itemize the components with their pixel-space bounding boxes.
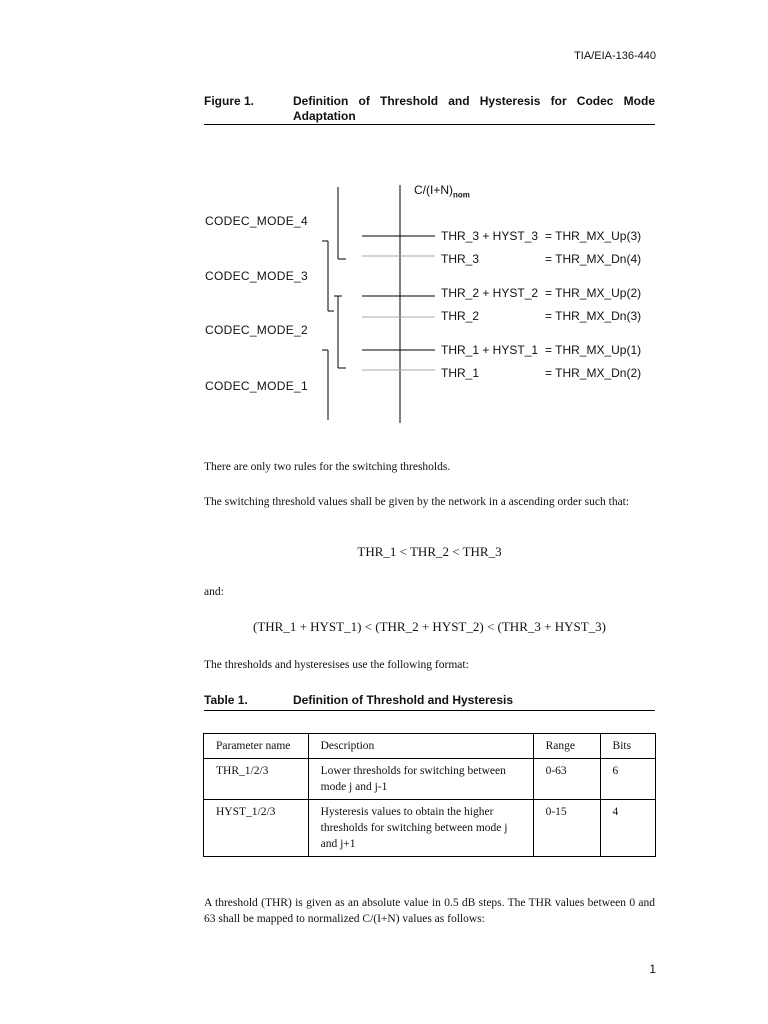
codec-mode-2-label: CODEC_MODE_2 bbox=[205, 323, 308, 337]
codec-mode-3-label: CODEC_MODE_3 bbox=[205, 269, 308, 283]
thr1-hyst1-label: THR_1 + HYST_1 bbox=[441, 343, 539, 357]
paragraph-thr-mapping: A threshold (THR) is given as an absolute value in 0.5 dB steps. The THR values between 0 and 63 shall be mapped to normalized C/(I+N) values as follows: bbox=[204, 897, 655, 925]
threshold-hysteresis-diagram bbox=[200, 175, 670, 430]
paragraph-and: and: bbox=[204, 586, 224, 598]
thr3-label: THR_3 bbox=[441, 252, 480, 266]
cell-range: 0-63 bbox=[533, 759, 600, 800]
axis-label-subscript: nom bbox=[453, 190, 470, 200]
thr1-hyst1-eq: = THR_MX_Up(1) bbox=[545, 343, 642, 357]
thr2-hyst2-eq: = THR_MX_Up(2) bbox=[545, 286, 642, 300]
cell-parameter: HYST_1/2/3 bbox=[204, 800, 309, 857]
axis-label: $C/(I+N)_{nom}$ bbox=[414, 183, 470, 200]
formula-hysteresis-order: (THR_1 + HYST_1) < (THR_2 + HYST_2) < (THR_3 + HYST_3) bbox=[253, 619, 606, 634]
paragraph-format-intro: The thresholds and hysteresises use the following format: bbox=[204, 659, 469, 671]
codec-mode-4-label: CODEC_MODE_4 bbox=[205, 214, 308, 228]
figure-label: Figure 1. bbox=[204, 94, 255, 108]
thr3-hyst3-label: THR_3 + HYST_3 bbox=[441, 229, 539, 243]
cell-description: Hysteresis values to obtain the higher thresholds for switching between mode j and j+1 bbox=[308, 800, 533, 857]
document-id: TIA/EIA-136-440 bbox=[574, 50, 656, 62]
header-parameter-name: Parameter name bbox=[204, 734, 309, 759]
parameter-table bbox=[203, 733, 656, 857]
paragraph-ascending-order: The switching threshold values shall be given by the network in a ascending order such that: bbox=[204, 496, 630, 508]
table-title: Definition of Threshold and Hysteresis bbox=[293, 693, 514, 707]
table-label: Table 1. bbox=[204, 693, 248, 707]
table-heading-rule bbox=[204, 710, 655, 711]
thr3-eq: = THR_MX_Dn(4) bbox=[545, 252, 642, 266]
thr1-label: THR_1 bbox=[441, 366, 480, 380]
figure-heading-rule bbox=[204, 124, 655, 125]
cell-range: 0-15 bbox=[533, 800, 600, 857]
table-header-row bbox=[204, 734, 656, 759]
header-range: Range bbox=[533, 734, 600, 759]
table-row bbox=[204, 759, 656, 800]
formula-thresholds-order: THR_1 < THR_2 < THR_3 bbox=[357, 544, 502, 559]
paragraph-rules-intro: There are only two rules for the switching thresholds. bbox=[204, 461, 451, 473]
thr2-eq: = THR_MX_Dn(3) bbox=[545, 309, 642, 323]
cell-bits: 6 bbox=[600, 759, 655, 800]
thr1-eq: = THR_MX_Dn(2) bbox=[545, 366, 642, 380]
thr3-hyst3-eq: = THR_MX_Up(3) bbox=[545, 229, 642, 243]
header-description: Description bbox=[308, 734, 533, 759]
table-row bbox=[204, 800, 656, 857]
cell-description: Lower thresholds for switching between mode j and j-1 bbox=[308, 759, 533, 800]
page-number: 1 bbox=[649, 962, 656, 976]
codec-mode-1-label: CODEC_MODE_1 bbox=[205, 379, 308, 393]
cell-bits: 4 bbox=[600, 800, 655, 857]
header-bits: Bits bbox=[600, 734, 655, 759]
figure-title: Definition of Threshold and Hysteresis for Codec Mode Adaptation bbox=[293, 94, 655, 123]
cell-parameter: THR_1/2/3 bbox=[204, 759, 309, 800]
thr2-label: THR_2 bbox=[441, 309, 480, 323]
thr2-hyst2-label: THR_2 + HYST_2 bbox=[441, 286, 539, 300]
